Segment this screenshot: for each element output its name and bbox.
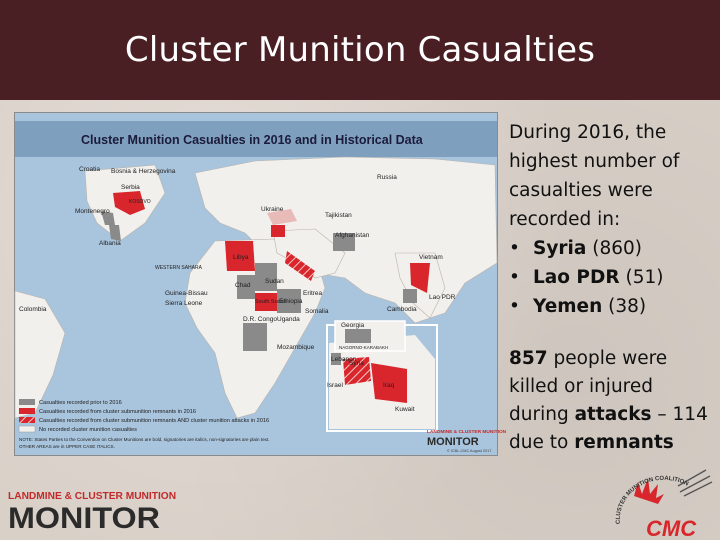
label-vietnam: Vietnam xyxy=(419,254,443,261)
label-ethiopia: Ethiopia xyxy=(279,298,303,305)
label-eritrea: Eritrea xyxy=(303,290,323,297)
label-uganda: Uganda xyxy=(277,316,300,323)
svg-text:CMC: CMC xyxy=(646,516,697,538)
label-somalia: Somalia xyxy=(305,308,329,315)
svg-text:CLUSTER MUNITION COALITION: CLUSTER MUNITION COALITION xyxy=(615,475,690,525)
sudan-shape xyxy=(255,263,277,291)
world-map-svg xyxy=(15,113,507,455)
summary-text xyxy=(509,118,714,476)
label-tajikistan: Tajikistan xyxy=(325,212,352,219)
map-header: Cluster Munition Casualties in 2016 and in Historical Data xyxy=(81,133,423,147)
cambodia-shape xyxy=(403,289,417,303)
list-item: • Syria (860) xyxy=(509,238,642,259)
label-sierra-leone: Sierra Leone xyxy=(165,300,203,307)
casualty-map xyxy=(14,112,507,456)
label-montenegro: Montenegro xyxy=(75,208,110,215)
svg-text:© ICBL-CMC August 2017: © ICBL-CMC August 2017 xyxy=(447,449,492,453)
label-mozambique: Mozambique xyxy=(277,344,315,351)
label-georgia: Georgia xyxy=(341,322,365,329)
label-kosovo: KOSOVO xyxy=(129,199,151,205)
label-south-sudan: South Sudan xyxy=(255,299,287,305)
cmc-logo xyxy=(608,466,716,538)
landmine-monitor-logo xyxy=(8,488,177,535)
label-syria: Syria xyxy=(349,360,364,367)
label-russia: Russia xyxy=(377,174,397,181)
label-bosnia: Bosnia & Herzegovina xyxy=(111,168,176,175)
svg-text:MONITOR: MONITOR xyxy=(427,436,479,448)
legend-item-1: Casualties recorded prior to 2016 xyxy=(39,400,122,406)
label-ukraine: Ukraine xyxy=(261,206,284,213)
list-item: • Yemen (38) xyxy=(509,296,647,317)
label-croatia: Croatia xyxy=(79,166,100,173)
top-countries-list xyxy=(509,234,714,321)
label-guinea-bissau: Guinea-Bissau xyxy=(165,290,208,297)
label-afghanistan: Afghanistan xyxy=(335,232,370,239)
label-israel: Israel xyxy=(327,382,343,389)
attack-stat: 857 people were killed or injured during attacks – 114 due to remnants xyxy=(509,348,708,453)
svg-text:MONITOR: MONITOR xyxy=(8,502,161,535)
label-libya: Libya xyxy=(233,254,249,261)
label-iraq: Iraq xyxy=(383,382,395,389)
drc-shape xyxy=(243,323,267,351)
label-nagorno: NAGORNO-KARABAKH xyxy=(339,345,389,350)
legend-item-3: Casualties recorded from cluster submunition remnants AND cluster munition attacks in 2016 xyxy=(39,418,270,424)
label-lebanon: Lebanon xyxy=(331,356,357,363)
label-western-sahara: WESTERN SAHARA xyxy=(155,265,202,271)
map-note-2: OTHER AREAS are in UPPER CASE ITALICS. xyxy=(19,444,115,449)
legend-item-2: Casualties recorded from cluster submunition remnants in 2016 xyxy=(39,409,197,415)
lebanon-syria-small xyxy=(271,225,285,237)
label-kuwait: Kuwait xyxy=(395,406,415,413)
label-albania: Albania xyxy=(99,240,121,247)
legend-item-4: No recorded cluster munition casualties xyxy=(39,427,137,433)
intro-text: During 2016, the highest number of casualties were recorded in: xyxy=(509,122,680,230)
list-item: • Lao PDR (51) xyxy=(509,267,664,288)
title-bar xyxy=(0,0,720,100)
label-chad: Chad xyxy=(235,282,251,289)
label-lao: Lao PDR xyxy=(429,294,456,301)
label-cambodia: Cambodia xyxy=(387,306,417,313)
svg-text:LANDMINE & CLUSTER MUNITION: LANDMINE & CLUSTER MUNITION xyxy=(8,491,177,502)
label-serbia: Serbia xyxy=(121,184,140,191)
label-colombia: Colombia xyxy=(19,306,47,313)
label-drc: D.R. Congo xyxy=(243,316,277,323)
slide-title: Cluster Munition Casualties xyxy=(124,30,596,70)
map-note: NOTE: States Parties to the Convention on Cluster Munitions are bold, signatories are italics, non-signatories are plain text. xyxy=(19,437,270,442)
svg-text:LANDMINE & CLUSTER MUNITION: LANDMINE & CLUSTER MUNITION xyxy=(427,430,507,435)
label-sudan: Sudan xyxy=(265,278,284,285)
